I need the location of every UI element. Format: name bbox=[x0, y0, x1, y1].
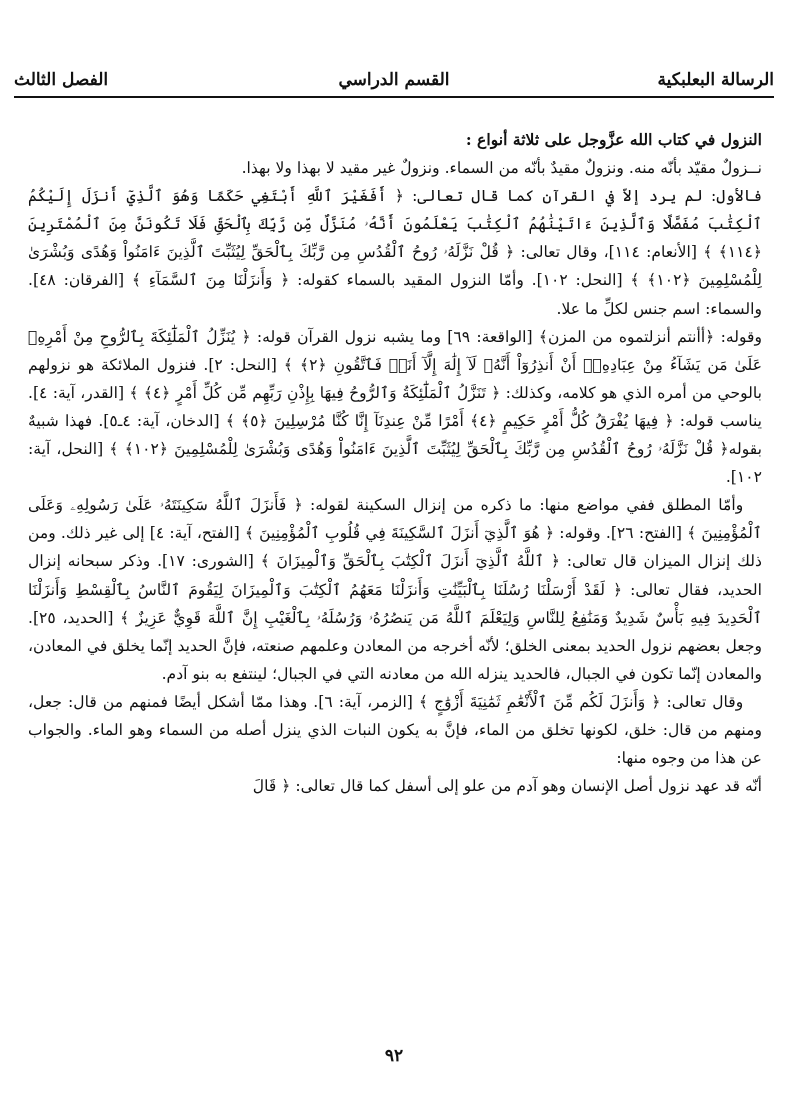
page-body bbox=[28, 126, 762, 800]
paragraph: أنّه قد عهد نزول أصل الإنسان وهو آدم من علو إلى أسفل كما قال تعالى: ﴿ قَالَ bbox=[252, 777, 762, 796]
header-section-title: القسم الدراسي bbox=[338, 70, 450, 90]
page-number: ٩٢ bbox=[384, 1046, 404, 1066]
header-chapter-title: الفصل الثالث bbox=[14, 70, 109, 90]
paragraph: فالأول: لم يرد إلاّ في القرآن كما قال تعالى: ﴿ أَفَغَيْرَ ٱللَّهِ أَبْتَغِي حَكَمًا وَهُوَ ٱلَّذِيٓ أَنزَلَ إِلَيْكُمُ ٱلْكِتَٰبَ مُفَصَّلًا وَٱلَّذِينَ ءَاتَيْنَٰهُمُ ٱلْكِتَٰبَ يَعْلَمُونَ أَنَّهُۥ مُنَزَّلٌ مِّن رَّبِّكَ بِٱلْحَقِّ فَلَا تَكُونَنَّ مِنَ ٱلْمُمْتَرِينَ ﴿١١٤﴾ ﴾ [الأنعام: ١١٤]، وقال تعالى: ﴿ قُلْ نَزَّلَهُۥ رُوحُ ٱلْقُدُسِ مِن رَّبِّكَ بِٱلْحَقِّ لِيُثَبِّتَ ٱلَّذِينَ ءَامَنُواْ وَهُدًى وَبُشْرَىٰ لِلْمُسْلِمِينَ ﴿١٠٢﴾ ﴾ [النحل: ١٠٢]. وأمّا النزول المقيد بالسماء كقوله: ﴿ وَأَنزَلْنَا مِنَ ٱلسَّمَآءِ ﴾ [الفرقان: ٤٨]. والسماء: اسم جنس لكلِّ ما علا. bbox=[28, 187, 762, 318]
running-header bbox=[14, 62, 774, 98]
paragraph: وقوله: ﴿أأنتم أنزلتموه من المزن﴾ [الواقعة: ٦٩] وما يشبه نزول القرآن قوله: ﴿ يُنَزِّلُ ٱلْمَلَٰٓئِكَةَ بِٱلرُّوحِ مِنْ أَمْرِهِۦ عَلَىٰ مَن يَشَآءُ مِنْ عِبَادِهِۦٓ أَنْ أَنذِرُوٓاْ أَنَّهُۥ لَآ إِلَٰهَ إِلَّآ أَنَا۠ فَٱتَّقُونِ ﴿٢﴾ ﴾ [النحل: ٢]. فنزول الملائكة هو نزولهم بالوحي من أمره الذي هو كلامه، وكذلك: ﴿ تَنَزَّلُ ٱلْمَلَٰٓئِكَةُ وَٱلرُّوحُ فِيهَا بِإِذْنِ رَبِّهِم مِّن كُلِّ أَمْرٍ ﴿٤﴾ ﴾ [القدر، آية: ٤]. يناسب قوله: ﴿ فِيهَا يُفْرَقُ كُلُّ أَمْرٍ حَكِيمٍ ﴿٤﴾ أَمْرًا مِّنْ عِندِنَآ إِنَّا كُنَّا مُرْسِلِينَ ﴿٥﴾ ﴾ [الدخان، آية: ٤ـ٥]. فهذا شبيهٌ بقوله﴿ قُلْ نَزَّلَهُۥ رُوحُ ٱلْقُدُسِ مِن رَّبِّكَ بِٱلْحَقِّ لِيُثَبِّتَ ٱلَّذِينَ ءَامَنُواْ وَهُدًى وَبُشْرَىٰ لِلْمُسْلِمِينَ ﴿١٠٢﴾ ﴾ [النحل، آية: ١٠٢]. bbox=[28, 327, 763, 487]
header-book-title: الرسالة البعلبكية bbox=[657, 70, 774, 90]
section-heading: النزول في كتاب الله عزَّوجل على ثلاثة أنواع : bbox=[465, 130, 762, 149]
paragraph: وأمّا المطلق ففي مواضع منها: ما ذكره من إنزال السكينة لقوله: ﴿ فَأَنزَلَ ٱللَّهُ سَكِينَتَهُۥ عَلَىٰ رَسُولِهِۦ وَعَلَى ٱلْمُؤْمِنِينَ ﴾ [الفتح: ٢٦]. وقوله: ﴿ هُوَ ٱلَّذِيٓ أَنزَلَ ٱلسَّكِينَةَ فِي قُلُوبِ ٱلْمُؤْمِنِينَ ﴾ [الفتح، آية: ٤] إلى غير ذلك. ومن ذلك إنزال الميزان قال تعالى: ﴿ ٱللَّهُ ٱلَّذِيٓ أَنزَلَ ٱلْكِتَٰبَ بِٱلْحَقِّ وَٱلْمِيزَانَ ﴾ [الشورى: ١٧]. وذكر سبحانه إنزال الحديد، فقال تعالى: ﴿ لَقَدْ أَرْسَلْنَا رُسُلَنَا بِٱلْبَيِّنَٰتِ وَأَنزَلْنَا مَعَهُمُ ٱلْكِتَٰبَ وَٱلْمِيزَانَ لِيَقُومَ ٱلنَّاسُ بِٱلْقِسْطِ وَأَنزَلْنَا ٱلْحَدِيدَ فِيهِ بَأْسٌ شَدِيدٌ وَمَنَٰفِعُ لِلنَّاسِ وَلِيَعْلَمَ ٱللَّهُ مَن يَنصُرُهُۥ وَرُسُلَهُۥ بِٱلْغَيْبِ إِنَّ ٱللَّهَ قَوِيٌّ عَزِيزٌ ﴾ [الحديد، ٢٥]. وجعل بعضهم نزول الحديد بمعنى الخلق؛ لأنّه أخرجه من المعادن وعلمهم صنعته، فإنَّ الحديد إنّما يخلق في المعادن، والمعادن إنّما تكون في الجبال، فالحديد ينزله الله من معادنه التي في الجبال؛ لينتفع به بنو آدم. bbox=[28, 496, 762, 683]
paragraph: وقال تعالى: ﴿ وَأَنزَلَ لَكُم مِّنَ ٱلْأَنْعَٰمِ ثَمَٰنِيَةَ أَزْوَٰجٍ ﴾ [الزمر، آية: ٦]. وهذا ممّا أشكل أيضًا فمنهم من قال: جعل، ومنهم من قال: خلق، لكونها تخلق من الماء، فإنَّ به يكون النبات الذي ينزل أصله من السماء وهو الماء. والجواب عن هذا من وجوه منها: bbox=[28, 692, 762, 768]
paragraph: نــزولٌ مقيّد بأنّه منه. ونزولٌ مقيدٌ بأنّه من السماء. ونزولٌ غير مقيد لا بهذا ولا بهذا. bbox=[241, 159, 762, 178]
